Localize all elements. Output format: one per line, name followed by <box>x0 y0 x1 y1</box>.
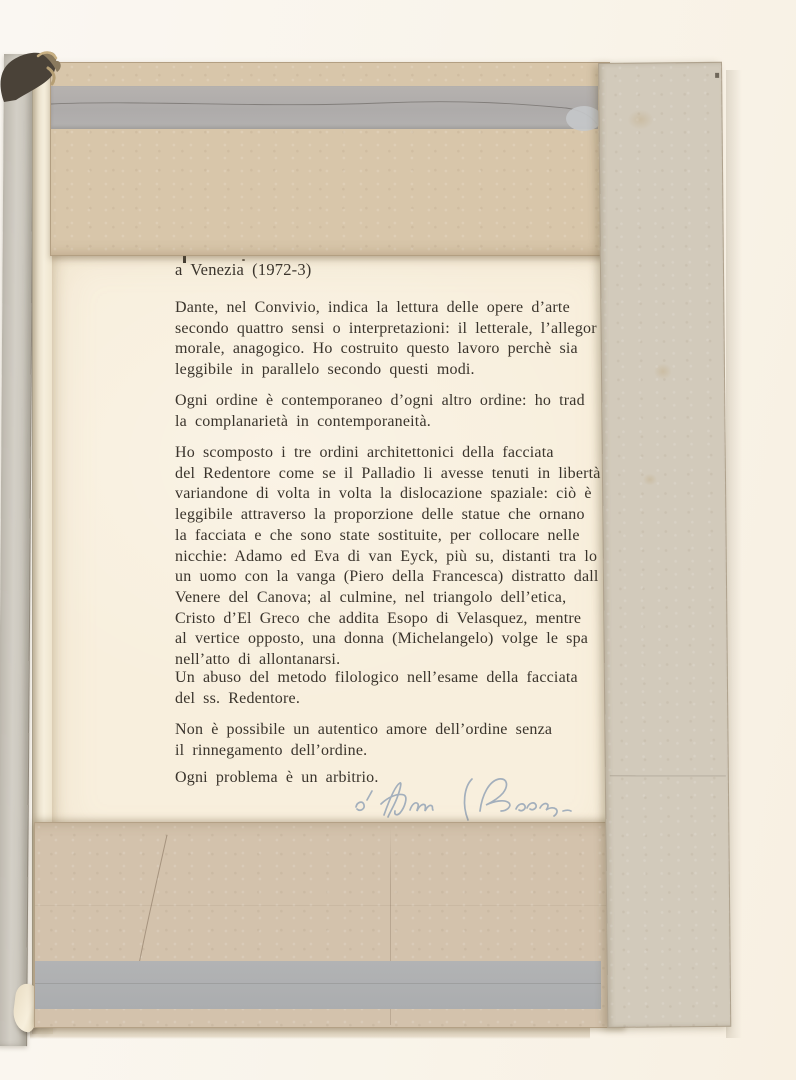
paragraph-redentore <box>175 443 601 671</box>
text-line: leggibile attraverso la proporzione delle statue che ornano <box>175 506 585 524</box>
gray-tape-bottom <box>35 961 601 1009</box>
paragraph-dante <box>175 298 597 381</box>
text-line: secondo quattro sensi o interpretazioni: il letterale, l’allegor <box>175 319 597 337</box>
title-line <box>175 260 312 281</box>
text-line: Non è possibile un autentico amore dell’ordine senza <box>175 721 553 738</box>
frayed-spine-cap <box>0 38 62 108</box>
paragraph-ordine <box>175 391 585 432</box>
cardboard-strip-right <box>598 62 731 1028</box>
text-line: la complanarietà in contemporaneità. <box>175 412 431 430</box>
text-line: un uomo con la vanga (Piero della Francesca) distratto dall <box>175 568 599 586</box>
tape-worn-notch <box>566 106 602 131</box>
stain-spot <box>643 473 657 485</box>
paragraph-amore <box>175 720 552 761</box>
text-line: Cristo d’El Greco che addita Esopo di Velasquez, mentre <box>175 609 582 627</box>
text-line: a Venezia (1972-3) <box>175 260 312 279</box>
text-line: la facciata e che sono state sostituite, per collocare nelle <box>175 526 580 544</box>
text-line: Ogni problema è un arbitrio. <box>175 769 379 786</box>
tape-seam <box>35 983 601 984</box>
text-line: Un abuso del metodo filologico nell’esame della facciata <box>175 669 578 686</box>
strip-crease <box>610 775 726 776</box>
corner-notch <box>715 73 719 78</box>
text-line: al vertice opposto, una donna (Michelangelo) volge le spa <box>175 630 589 648</box>
text-line: nell’atto di allontanarsi. <box>175 651 341 669</box>
text-line: variandone di volta in volta la dislocazione spaziale: ciò è <box>175 485 592 503</box>
cardboard-strip-top <box>50 62 610 256</box>
text-line: il rinnegamento dell’ordine. <box>175 741 368 759</box>
text-line: leggibile in parallelo secondo questi modi. <box>175 361 475 379</box>
text-line: Ho scomposto i tre ordini architettonici della facciata <box>175 444 554 461</box>
text-line: del Redentore come se il Palladio li avesse tenuti in libertà <box>175 464 601 482</box>
gray-tape-top <box>51 86 598 129</box>
text-line: Venere del Canova; al culmine, nel triangolo dell’etica, <box>175 588 567 606</box>
spine-board <box>0 54 34 1046</box>
text-line: nicchie: Adamo ed Eva di van Eyck, più su, distanti tra lo <box>175 547 598 565</box>
paragraph-abuso <box>175 668 578 709</box>
stain-spot <box>627 109 653 129</box>
stain-spot <box>654 363 672 379</box>
text-line: Ogni ordine è contemporaneo d’ogni altro ordine: ho trad <box>175 392 585 409</box>
text-line: del ss. Redentore. <box>175 689 301 707</box>
typed-page <box>52 248 620 850</box>
cardboard-strip-bottom <box>34 822 625 1028</box>
text-line: Dante, nel Convivio, indica la lettura delle opere d’arte <box>175 299 570 316</box>
text-line: morale, anagogico. Ho costruito questo lavoro perchè sia <box>175 340 578 358</box>
